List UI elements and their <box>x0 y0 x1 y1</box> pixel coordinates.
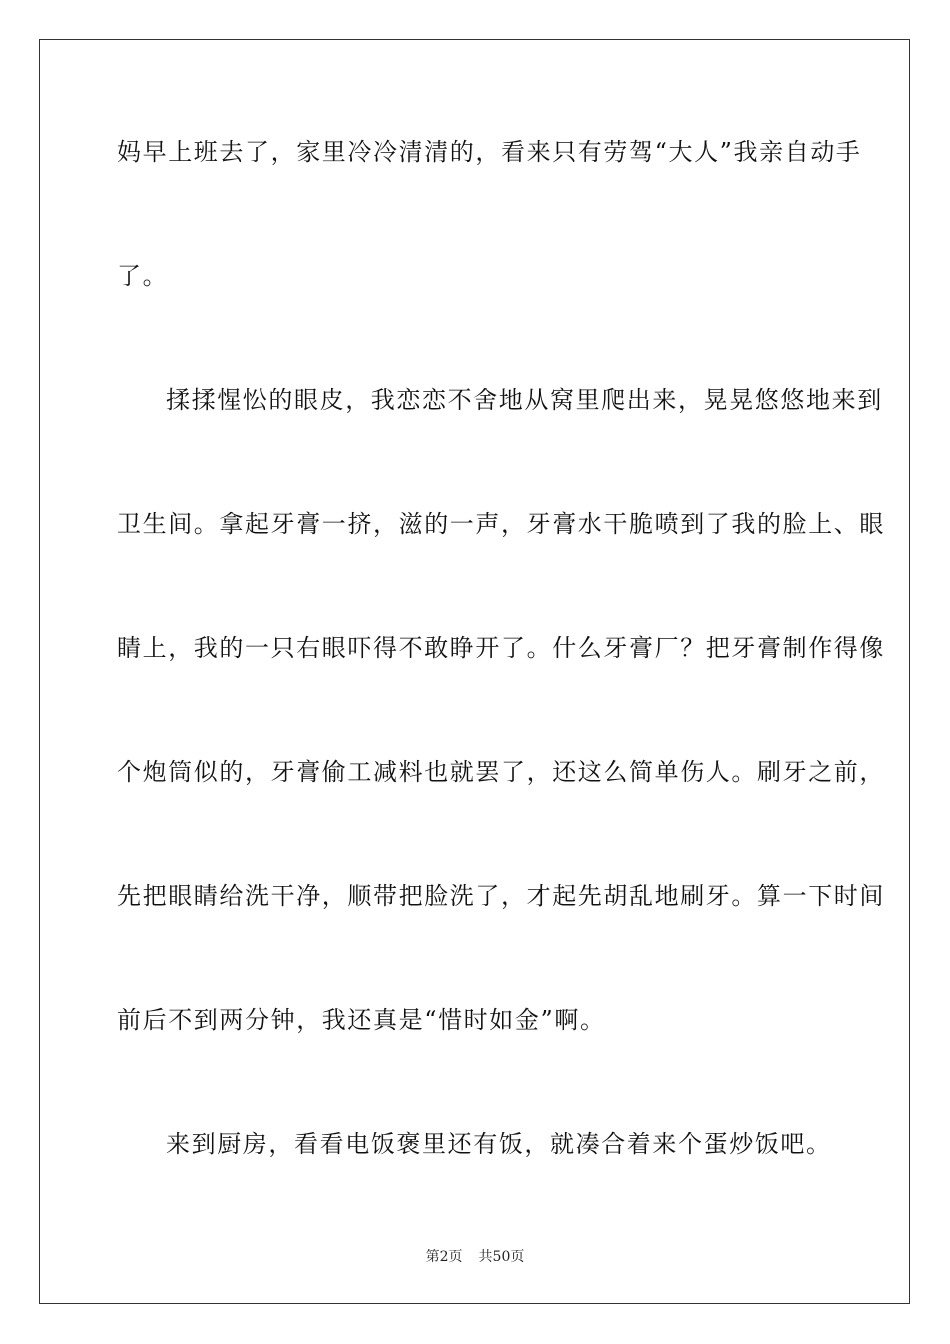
text-line-4: 卫生间。拿起牙膏一挤，滋的一声，牙膏水干脆喷到了我的脸上、眼 <box>117 510 885 538</box>
text-line-1: 妈早上班去了，家里冷冷清清的，看来只有劳驾“大人”我亲自动手 <box>117 138 862 166</box>
page-border <box>39 39 910 1304</box>
total-page-count: 共50页 <box>478 1249 525 1265</box>
text-line-2: 了。 <box>117 262 169 290</box>
page-footer <box>0 1248 950 1266</box>
text-line-7: 先把眼睛给洗干净，顺带把脸洗了，才起先胡乱地刷牙。算一下时间 <box>117 882 885 910</box>
current-page-number: 第2页 <box>425 1249 463 1265</box>
text-line-5: 睛上，我的一只右眼吓得不敢睁开了。什么牙膏厂？把牙膏制作得像 <box>117 634 885 662</box>
paragraph-start-line-9: 来到厨房，看看电饭褒里还有饭，就凑合着来个蛋炒饭吧。 <box>166 1130 832 1158</box>
text-line-6: 个炮筒似的，牙膏偷工减料也就罢了，还这么简单伤人。刷牙之前， <box>117 758 885 786</box>
paragraph-start-line-3: 揉揉惺忪的眼皮，我恋恋不舍地从窝里爬出来，晃晃悠悠地来到 <box>166 386 883 414</box>
text-line-8: 前后不到两分钟，我还真是“惜时如金”啊。 <box>117 1006 606 1034</box>
